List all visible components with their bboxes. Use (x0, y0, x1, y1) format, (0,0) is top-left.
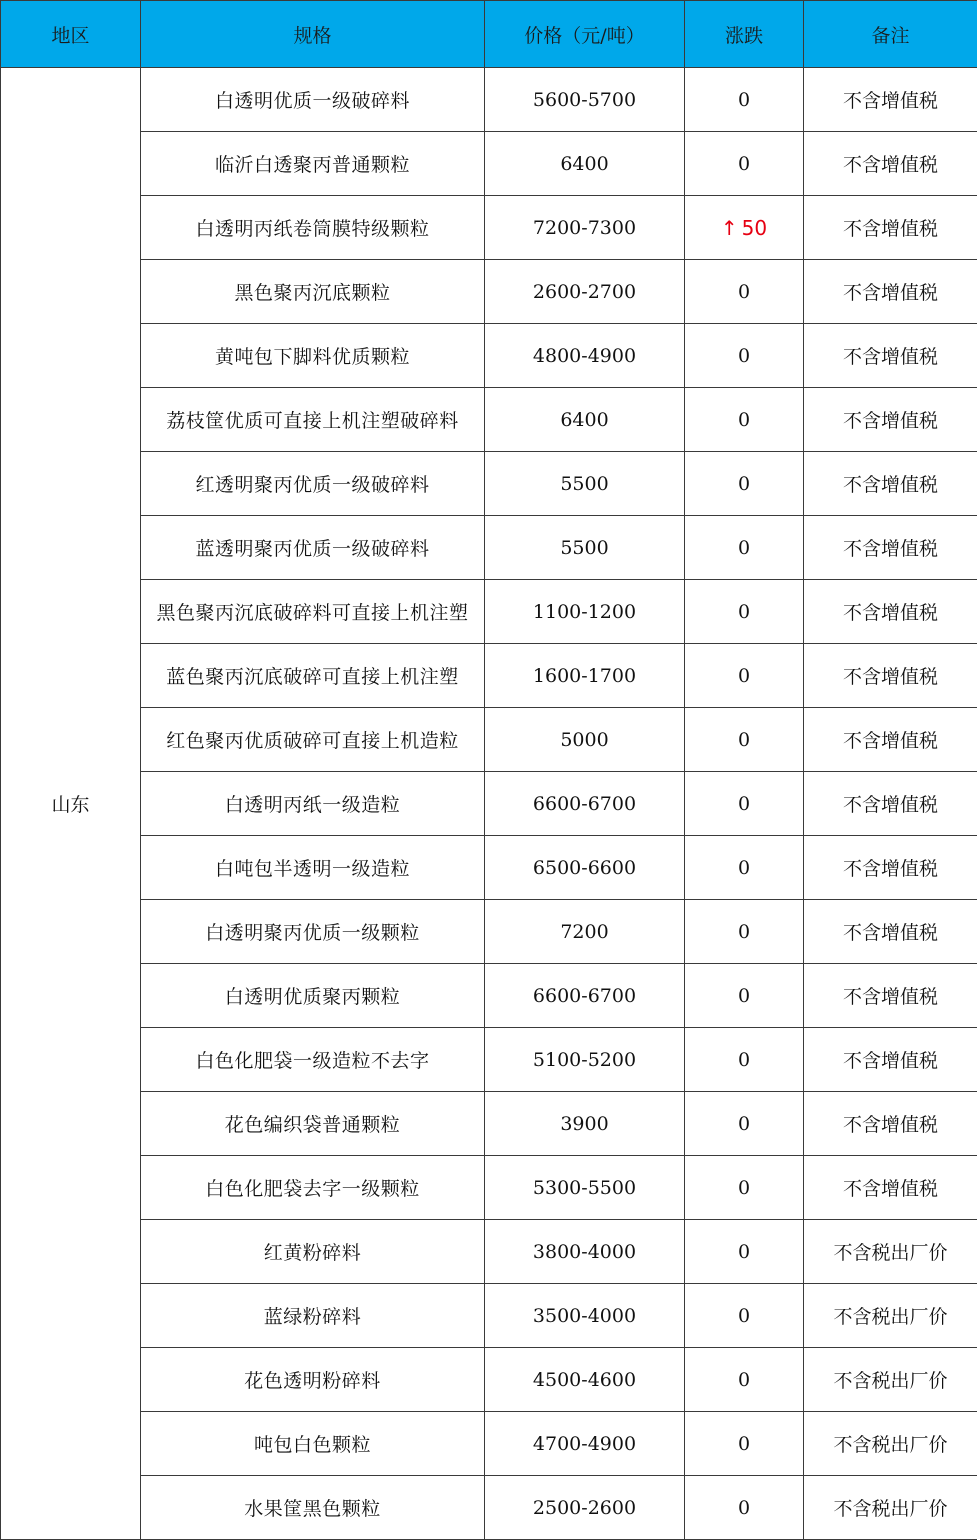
note-cell: 不含增值税 (804, 324, 977, 388)
table-row (1, 324, 977, 388)
spec-cell: 花色编织袋普通颗粒 (141, 1092, 485, 1156)
note-cell: 不含增值税 (804, 196, 977, 260)
price-cell: 4700-4900 (485, 1412, 685, 1476)
header-note: 备注 (804, 1, 977, 68)
change-cell: 0 (685, 708, 804, 772)
note-cell: 不含增值税 (804, 836, 977, 900)
table-row (1, 772, 977, 836)
price-cell: 2600-2700 (485, 260, 685, 324)
region-cell: 山东 (1, 68, 141, 1540)
header-region: 地区 (1, 1, 141, 68)
table-row (1, 516, 977, 580)
note-cell: 不含增值税 (804, 1156, 977, 1220)
table-row (1, 260, 977, 324)
change-cell: 0 (685, 772, 804, 836)
table-row (1, 196, 977, 260)
change-cell: 0 (685, 964, 804, 1028)
spec-cell: 红透明聚丙优质一级破碎料 (141, 452, 485, 516)
price-cell: 6600-6700 (485, 964, 685, 1028)
change-cell: 0 (685, 1476, 804, 1540)
table-row (1, 580, 977, 644)
note-cell: 不含增值税 (804, 388, 977, 452)
table-row (1, 1348, 977, 1412)
note-cell: 不含增值税 (804, 260, 977, 324)
note-cell: 不含增值税 (804, 1092, 977, 1156)
note-cell: 不含税出厂价 (804, 1284, 977, 1348)
table-row (1, 388, 977, 452)
price-cell: 5500 (485, 516, 685, 580)
note-cell: 不含增值税 (804, 708, 977, 772)
change-cell: 0 (685, 388, 804, 452)
change-cell: 0 (685, 324, 804, 388)
change-cell: 0 (685, 260, 804, 324)
change-cell: 0 (685, 836, 804, 900)
table-row (1, 1028, 977, 1092)
price-cell: 3500-4000 (485, 1284, 685, 1348)
table-row (1, 964, 977, 1028)
price-cell: 1600-1700 (485, 644, 685, 708)
header-row (1, 1, 977, 68)
table-body (1, 68, 977, 1540)
price-cell: 2500-2600 (485, 1476, 685, 1540)
note-cell: 不含增值税 (804, 964, 977, 1028)
price-cell: 5500 (485, 452, 685, 516)
spec-cell: 白透明优质一级破碎料 (141, 68, 485, 132)
spec-cell: 临沂白透聚丙普通颗粒 (141, 132, 485, 196)
note-cell: 不含税出厂价 (804, 1348, 977, 1412)
change-cell: 0 (685, 132, 804, 196)
price-cell: 6600-6700 (485, 772, 685, 836)
table-row (1, 68, 977, 132)
note-cell: 不含税出厂价 (804, 1412, 977, 1476)
spec-cell: 蓝色聚丙沉底破碎可直接上机注塑 (141, 644, 485, 708)
note-cell: 不含税出厂价 (804, 1476, 977, 1540)
spec-cell: 白透明丙纸卷筒膜特级颗粒 (141, 196, 485, 260)
price-cell: 3900 (485, 1092, 685, 1156)
table-row (1, 1284, 977, 1348)
price-cell: 7200 (485, 900, 685, 964)
note-cell: 不含增值税 (804, 1028, 977, 1092)
spec-cell: 白色化肥袋一级造粒不去字 (141, 1028, 485, 1092)
spec-cell: 白透明优质聚丙颗粒 (141, 964, 485, 1028)
spec-cell: 白透明丙纸一级造粒 (141, 772, 485, 836)
note-cell: 不含增值税 (804, 580, 977, 644)
change-cell: 0 (685, 900, 804, 964)
note-cell: 不含增值税 (804, 516, 977, 580)
spec-cell: 蓝绿粉碎料 (141, 1284, 485, 1348)
note-cell: 不含增值税 (804, 452, 977, 516)
spec-cell: 蓝透明聚丙优质一级破碎料 (141, 516, 485, 580)
table-row (1, 1156, 977, 1220)
price-cell: 6500-6600 (485, 836, 685, 900)
spec-cell: 水果筐黑色颗粒 (141, 1476, 485, 1540)
change-cell: 0 (685, 644, 804, 708)
spec-cell: 红色聚丙优质破碎可直接上机造粒 (141, 708, 485, 772)
price-cell: 5000 (485, 708, 685, 772)
header-price: 价格（元/吨） (485, 1, 685, 68)
spec-cell: 红黄粉碎料 (141, 1220, 485, 1284)
spec-cell: 黄吨包下脚料优质颗粒 (141, 324, 485, 388)
note-cell: 不含税出厂价 (804, 1220, 977, 1284)
change-cell: 0 (685, 1156, 804, 1220)
spec-cell: 黑色聚丙沉底破碎料可直接上机注塑 (141, 580, 485, 644)
change-value: 50 (742, 216, 767, 240)
change-cell: 0 (685, 452, 804, 516)
change-cell: 0 (685, 1028, 804, 1092)
price-cell: 7200-7300 (485, 196, 685, 260)
table-row (1, 1476, 977, 1540)
price-cell: 6400 (485, 388, 685, 452)
price-cell: 4800-4900 (485, 324, 685, 388)
note-cell: 不含增值税 (804, 132, 977, 196)
change-cell: 0 (685, 1220, 804, 1284)
change-cell: 0 (685, 1348, 804, 1412)
table-row (1, 1092, 977, 1156)
note-cell: 不含增值税 (804, 772, 977, 836)
table-row (1, 452, 977, 516)
spec-cell: 花色透明粉碎料 (141, 1348, 485, 1412)
spec-cell: 荔枝筐优质可直接上机注塑破碎料 (141, 388, 485, 452)
change-cell: 0 (685, 1284, 804, 1348)
change-cell: 0 (685, 68, 804, 132)
table-row (1, 132, 977, 196)
up-arrow-icon: ↑ (721, 216, 738, 240)
header-change: 涨跌 (685, 1, 804, 68)
spec-cell: 白透明聚丙优质一级颗粒 (141, 900, 485, 964)
price-cell: 5600-5700 (485, 68, 685, 132)
table-row (1, 708, 977, 772)
header-spec: 规格 (141, 1, 485, 68)
spec-cell: 吨包白色颗粒 (141, 1412, 485, 1476)
spec-cell: 白色化肥袋去字一级颗粒 (141, 1156, 485, 1220)
price-cell: 3800-4000 (485, 1220, 685, 1284)
change-cell (685, 196, 804, 260)
change-cell: 0 (685, 1412, 804, 1476)
note-cell: 不含增值税 (804, 900, 977, 964)
table-row (1, 836, 977, 900)
price-cell: 1100-1200 (485, 580, 685, 644)
change-cell: 0 (685, 516, 804, 580)
spec-cell: 白吨包半透明一级造粒 (141, 836, 485, 900)
spec-cell: 黑色聚丙沉底颗粒 (141, 260, 485, 324)
table-row (1, 1412, 977, 1476)
price-cell: 4500-4600 (485, 1348, 685, 1412)
note-cell: 不含增值税 (804, 644, 977, 708)
table-row (1, 900, 977, 964)
price-cell: 5300-5500 (485, 1156, 685, 1220)
note-cell: 不含增值税 (804, 68, 977, 132)
change-cell: 0 (685, 580, 804, 644)
price-cell: 5100-5200 (485, 1028, 685, 1092)
table-row (1, 1220, 977, 1284)
table-row (1, 644, 977, 708)
change-cell: 0 (685, 1092, 804, 1156)
price-cell: 6400 (485, 132, 685, 196)
